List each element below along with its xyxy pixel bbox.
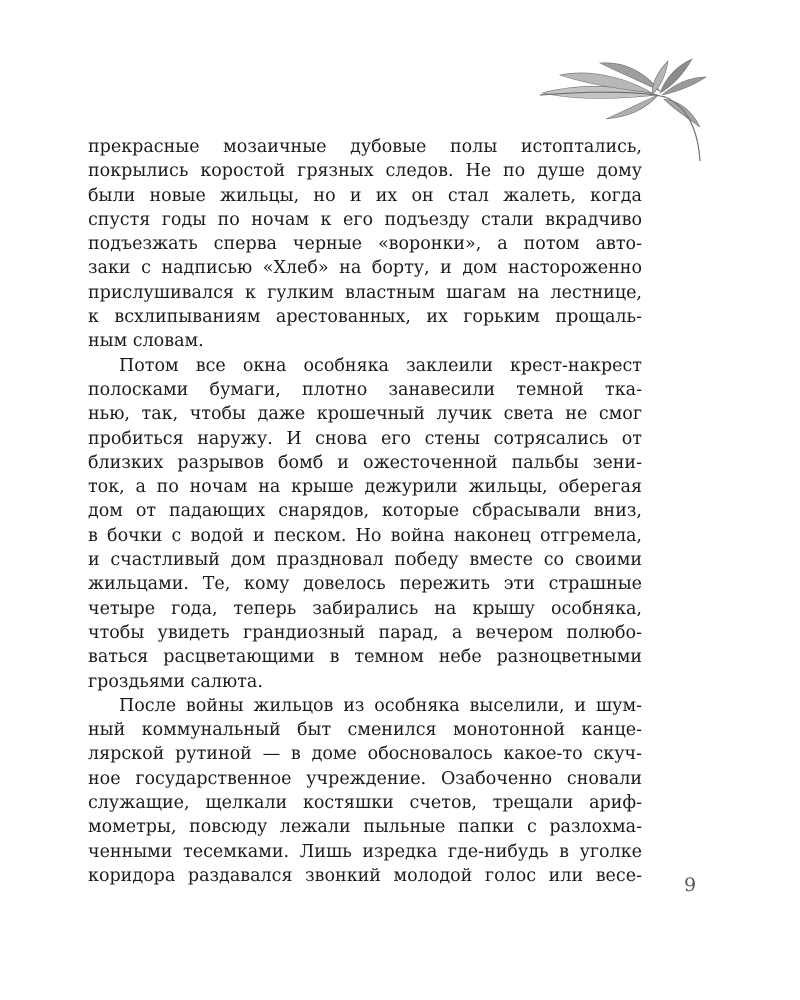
text-line: чтобы увидеть грандиозный парад, а вечером полюбо-	[88, 622, 642, 643]
text-line: полосками бумаги, плотно занавесили темной тка-	[88, 379, 642, 400]
text-line: служащие, щелкали костяшки счетов, трещали ариф-	[88, 793, 642, 814]
text-line: пробиться наружу. И снова его стены сотрясались от	[88, 428, 642, 449]
text-line: ток, а по ночам на крыше дежурили жильцы, оберегая	[88, 477, 642, 498]
text-line: близких разрывов бомб и ожесточенной пальбы зени-	[88, 452, 642, 473]
text-line: покрылись коростой грязных следов. Не по душе дому	[88, 161, 642, 182]
text-line: прислушивался к гулким властным шагам на лестнице,	[88, 282, 642, 303]
text-line: После войны жильцов из особняка выселили, и шум-	[119, 695, 642, 716]
text-line: в бочки с водой и песком. Но война наконец отгремела,	[88, 525, 642, 546]
text-line: ным словам.	[88, 331, 204, 352]
text-line: и счастливый дом праздновал победу вместе со своими	[88, 550, 642, 571]
text-line: жильцами. Те, кому довелось пережить эти страшные	[88, 574, 642, 595]
body-text	[88, 135, 642, 888]
text-line: спустя годы по ночам к его подъезду стали вкрадчиво	[88, 209, 642, 230]
text-line: гроздьями салюта.	[88, 671, 263, 692]
text-line: прекрасные мозаичные дубовые полы истоптались,	[88, 137, 642, 157]
text-line: Потом все окна особняка заклеили крест-накрест	[119, 355, 642, 376]
page-number: 9	[684, 874, 697, 896]
text-line: лярской рутиной — в доме обосновалось какое-то скуч-	[88, 744, 642, 765]
text-line: ченными тесемками. Лишь изредка где-нибудь в уголке	[88, 841, 642, 862]
text-line: подъезжать сперва черные «воронки», а потом авто-	[88, 234, 642, 255]
text-line: дом от падающих снарядов, которые сбрасывали вниз,	[88, 501, 642, 522]
text-line: ваться расцветающими в темном небе разноцветными	[88, 647, 642, 668]
text-line: четыре года, теперь забирались на крышу особняка,	[88, 598, 642, 619]
text-line: к всхлипываниям арестованных, их горьким прощаль-	[88, 307, 642, 328]
text-line: нью, так, чтобы даже крошечный лучик света не смог	[88, 404, 642, 425]
text-line: ный коммунальный быт сменился монотонной канце-	[88, 720, 642, 741]
text-line: заки с надписью «Хлеб» на борту, и дом настороженно	[88, 258, 642, 279]
text-line: ное государственное учреждение. Озабоченно сновали	[88, 768, 642, 789]
text-line: были новые жильцы, но и их он стал жалеть, когда	[88, 185, 642, 206]
text-line: коридора раздавался звонкий молодой голос или весе-	[88, 865, 642, 886]
text-line: мометры, повсюду лежали пыльные папки с разлохма-	[88, 817, 642, 838]
